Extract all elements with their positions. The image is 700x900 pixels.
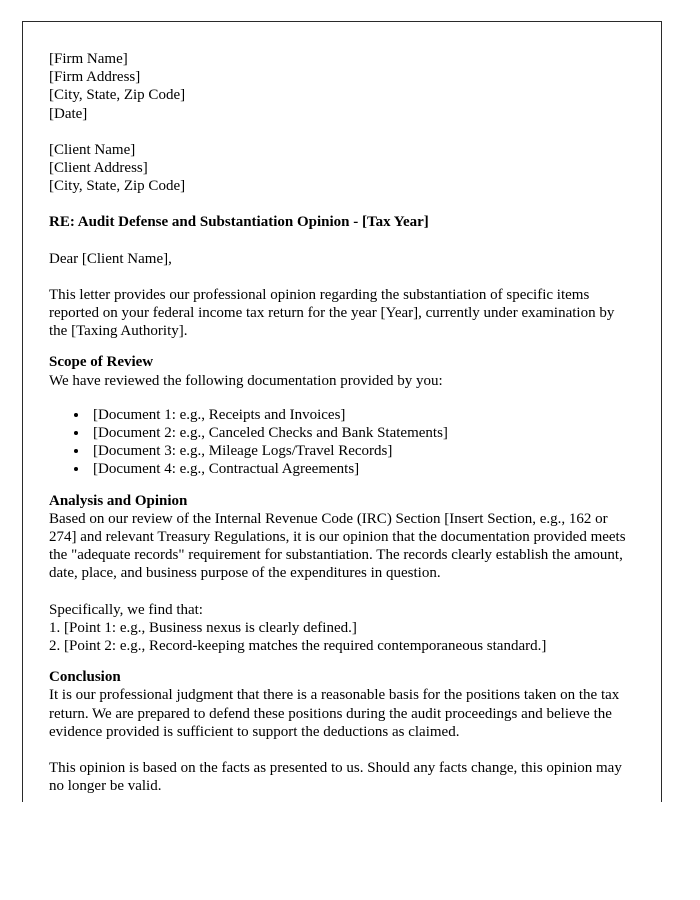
address-block-spacer: [49, 123, 635, 141]
finding-point-2: 2. [Point 2: e.g., Record-keeping matches the required contemporaneous standard.]: [49, 638, 547, 655]
disclaimer-paragraph: This opinion is based on the facts as presented to us. Should any facts change, this opinion may no longer be valid.: [49, 760, 622, 795]
scope-of-review-heading: Scope of Review: [49, 354, 154, 371]
conclusion-body: It is our professional judgment that there is a reasonable basis for the positions taken on the tax return. We are prepared to defend these positions during the audit proceedings and believe the evidence provided is sufficient to support the deductions as claimed.: [49, 687, 620, 740]
findings-lead-in: Specifically, we find that:: [49, 601, 203, 618]
sender-address-block: [49, 50, 635, 123]
recipient-address-block: [49, 141, 635, 196]
intro-paragraph: This letter provides our professional opinion regarding the substantiation of specific items reported on your federal income tax return for the year [Year], currently under examination by the [Taxing Authority].: [49, 286, 615, 340]
list-item: • [Document 4: e.g., Contractual Agreements]: [89, 460, 635, 478]
list-item: • [Document 2: e.g., Canceled Checks and Bank Statements]: [89, 424, 635, 442]
recipient-city-state-zip: [City, State, Zip Code]: [49, 178, 186, 195]
scope-of-review-lead-in: We have reviewed the following documentation provided by you:: [49, 372, 443, 389]
letter-content: [49, 50, 635, 796]
sender-firm-name: [Firm Name]: [49, 51, 128, 67]
analysis-and-opinion-body: Based on our review of the Internal Revenue Code (IRC) Section [Insert Section, e.g., 162 or 274] and relevant Treasury Regulations, it is our opinion that the documentation provided meets the "adequate records" requirement for substantiation. The records clearly establish the amount, date, place, and business purpose of the expenditures in question.: [49, 510, 626, 582]
recipient-client-name: [Client Name]: [49, 141, 136, 158]
salutation-line: Dear [Client Name],: [49, 250, 172, 267]
list-item: • [Document 1: e.g., Receipts and Invoices]: [89, 406, 635, 424]
conclusion-heading: Conclusion: [49, 669, 121, 686]
subject-line: RE: Audit Defense and Substantiation Opinion - [Tax Year]: [49, 214, 429, 231]
finding-point-1: 1. [Point 1: e.g., Business nexus is clearly defined.]: [49, 619, 357, 636]
letter-date: [Date]: [49, 105, 88, 122]
document-page: [22, 21, 662, 802]
list-item: • [Document 3: e.g., Mileage Logs/Travel Records]: [89, 442, 635, 460]
analysis-and-opinion-heading: Analysis and Opinion: [49, 492, 188, 509]
sender-city-state-zip: [City, State, Zip Code]: [49, 87, 186, 104]
recipient-client-address: [Client Address]: [49, 160, 148, 177]
sender-firm-address: [Firm Address]: [49, 69, 141, 86]
reviewed-documents-list: [49, 406, 635, 479]
